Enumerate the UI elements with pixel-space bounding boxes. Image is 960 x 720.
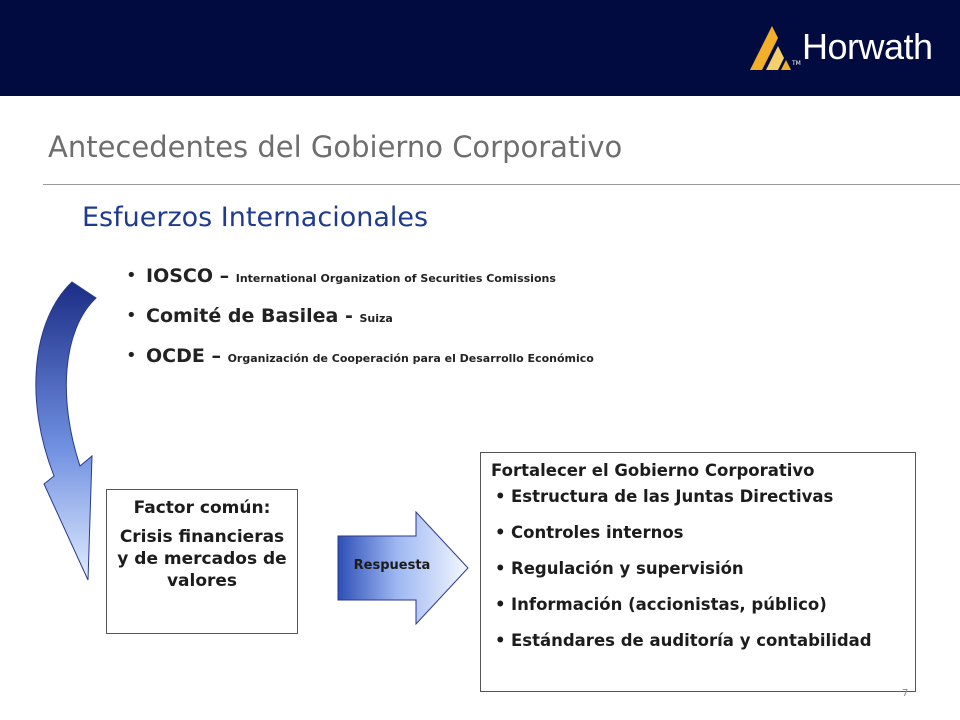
list-item — [126, 262, 594, 302]
factor-label: Factor común: — [133, 498, 271, 518]
header-band — [0, 0, 960, 96]
list-item — [126, 342, 594, 382]
response-box — [480, 452, 916, 692]
response-title: Fortalecer el Gobierno Corporativo — [491, 461, 815, 480]
horwath-logo — [748, 24, 933, 74]
organization-description: Organización de Cooperación para el Desarrollo Económico — [227, 352, 594, 365]
organization-name: IOSCO – — [146, 265, 236, 287]
arrow-label: Respuesta — [353, 558, 431, 573]
curved-arrow-icon — [28, 280, 108, 600]
factor-text: Crisis financieras y de mercados de valores — [117, 527, 287, 591]
list-item: • Regulación y supervisión — [491, 558, 909, 580]
trademark-mark: TM — [792, 60, 801, 67]
response-list — [491, 486, 909, 652]
list-item: • Controles internos — [491, 522, 909, 544]
list-item: • Estructura de las Juntas Directivas — [491, 486, 909, 508]
section-subtitle: Esfuerzos Internacionales — [82, 202, 429, 233]
organization-name: Comité de Basilea - — [146, 305, 360, 327]
list-item: • Estándares de auditoría y contabilidad — [491, 630, 909, 652]
organization-name: OCDE – — [146, 345, 228, 367]
list-item: • Información (accionistas, público) — [491, 594, 909, 616]
common-factor-box — [106, 489, 298, 634]
organization-description: Suiza — [359, 312, 393, 325]
brand-name: Horwath — [802, 26, 933, 67]
page-title: Antecedentes del Gobierno Corporativo — [48, 130, 623, 164]
organization-list — [126, 262, 594, 382]
list-item — [126, 302, 594, 342]
page-number: 7 — [902, 688, 909, 699]
organization-description: International Organization of Securities Comissions — [235, 272, 556, 285]
title-divider — [43, 184, 960, 185]
